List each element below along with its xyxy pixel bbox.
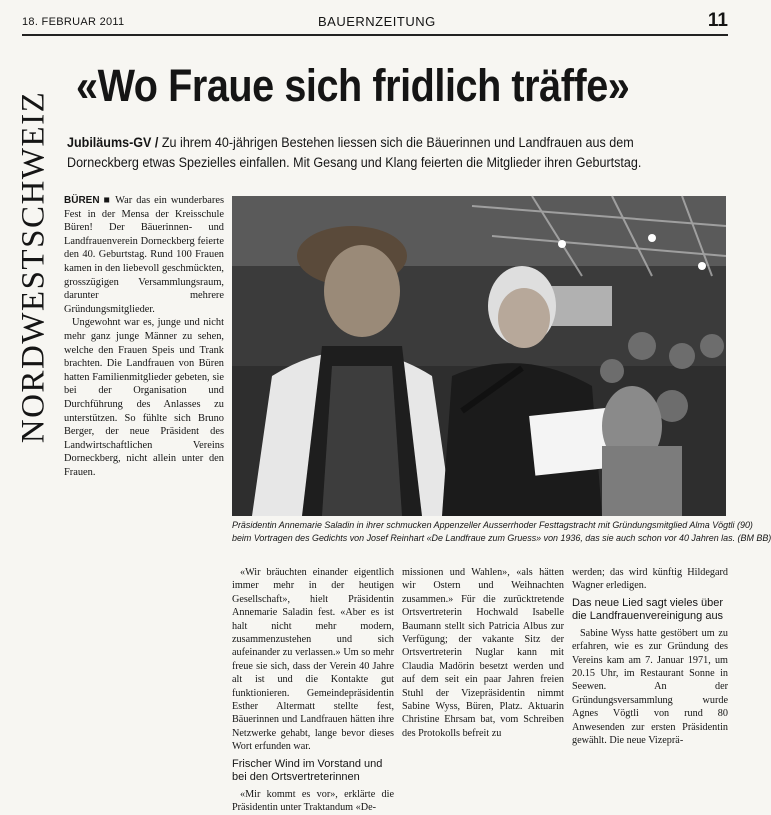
dateline: BÜREN: [64, 195, 100, 206]
article-paragraph: missionen und Wahlen», «als hätten wir Ostern und Weihnachten zusammen.» Für die zurücktretende Ortsvertreterin Hochwald Isabelle Baumann stellt sich Patricia Albus zur Verfügung; der vakante Sitz der Ortsvertreterin Nuglar kann mit Claudia Madörin besetzt werden und auf dem seit ein paar Jahren freien Stuhl der Vizepräsidentin nimmt Sabine Wyss, Büren, Platz. Aktuarin Christine Ehrsam bat, vom Schreiben des Protokolls befreit zu: [402, 567, 564, 739]
article-paragraph: Sabine Wyss hatte gestöbert um zu erfahren, wie es zur Gründung des Vereins kam am 7. Januar 1971, um 20.15 Uhr, im Restaurant Sonne in Seewen. An der Gründungsversammlung wurde Agnes Vögtli von rund 80 Anwesenden zur ersten Präsidentin gewählt. Die neue Vizeprä-: [572, 627, 728, 747]
article-paragraph: «Wir bräuchten einander eigentlich immer mehr in der heutigen Gesellschaft», hielt Präsidentin Annemarie Saladin fest. «Aber es ist halt nicht mehr modern, zusammenzustehen und sich aufeinander zu verlassen.» Um so mehr freue sie sich, dass der Verein 40 Jahre alt ist und die Kontakte gut funktionieren. Gemeindepräsidentin Esther Altermatt stellte fest, Bäuerinnen und Landfrauen hätten ihre Netzwerke gehabt, lange bevor dieses Wort erfunden war.: [232, 567, 394, 753]
lead-text: Zu ihrem 40-jährigen Bestehen liessen sich die Bäuerinnen und Landfrauen aus dem Dorneckberg etwas Spezielles einfallen. Mit Gesang und Klang feierten die Mitglieder ihren Geburtstag.: [67, 135, 642, 170]
headline: «Wo Fraue sich fridlich träffe»: [76, 60, 630, 111]
article-paragraph: «Mir kommt es vor», erklärte die Präsidentin unter Traktandum «De-: [232, 788, 394, 814]
paragraph-text: ■ War das ein wunderbares Fest in der Mensa der Kreisschule Büren! Der Bäuerinnen- und Landfrauenverein Dorneckberg feierte den 40. Geburtstag. Rund 100 Frauen kamen in den liebevoll geschmückten, grosszügigen Versammlungsraum, darunter mehrere Gründungsmitglieder.: [64, 195, 224, 315]
subheading: Das neue Lied sagt vieles über die Landfrauenvereinigung aus: [572, 596, 724, 623]
caption-line: beim Vortragen des Gedichts von Josef Reinhart «De Landfraue zum Gruess» von 1936, das sie auch schon vor 40 Jahren las. (BM BB): [232, 533, 771, 544]
photo: [232, 196, 726, 516]
article-column-1: [64, 194, 224, 750]
issue-date: 18. FEBRUAR 2011: [22, 16, 125, 28]
article-column-2: [232, 566, 394, 814]
lead-kicker: Jubiläums-GV /: [67, 135, 159, 150]
subheading: Frischer Wind im Vorstand und bei den Ortsvertreterinnen: [232, 757, 383, 784]
article-paragraph: Ungewohnt war es, junge und nicht mehr ganz junge Männer zu sehen, welche den Frauen Speis und Trank brachten. Die Landfrauen von Büren hatten Familienmitglieder gebeten, sie bei der Organisation und Durchführung des Anlasses zu unterstützen. So fühlte sich Bruno Berger, der neue Präsident des Landwirtschaftlichen Vereins Dorneckberg, nicht allein unter den Frauen.: [64, 317, 224, 478]
lead-paragraph: [67, 133, 690, 173]
header-rule: [22, 34, 728, 36]
caption-line: Präsidentin Annemarie Saladin in ihrer schmucken Appenzeller Ausserrhoder Festtagstracht mit Gründungsmitglied Alma Vögtli (90): [232, 520, 753, 531]
page-header: [22, 10, 728, 32]
section-name: NORDWESTSCHWEIZ: [15, 90, 52, 444]
article-column-3: [402, 566, 564, 756]
newspaper-name: BAUERNZEITUNG: [318, 14, 436, 29]
article-paragraph: [64, 194, 224, 316]
article-paragraph: werden; das wird künftig Hildegard Wagner erledigen.: [572, 567, 728, 592]
photo-illustration: [232, 196, 726, 516]
section-label: [10, 62, 58, 472]
page-number: 11: [707, 10, 728, 31]
photo-caption: [232, 519, 771, 545]
article-column-4: [572, 566, 728, 756]
